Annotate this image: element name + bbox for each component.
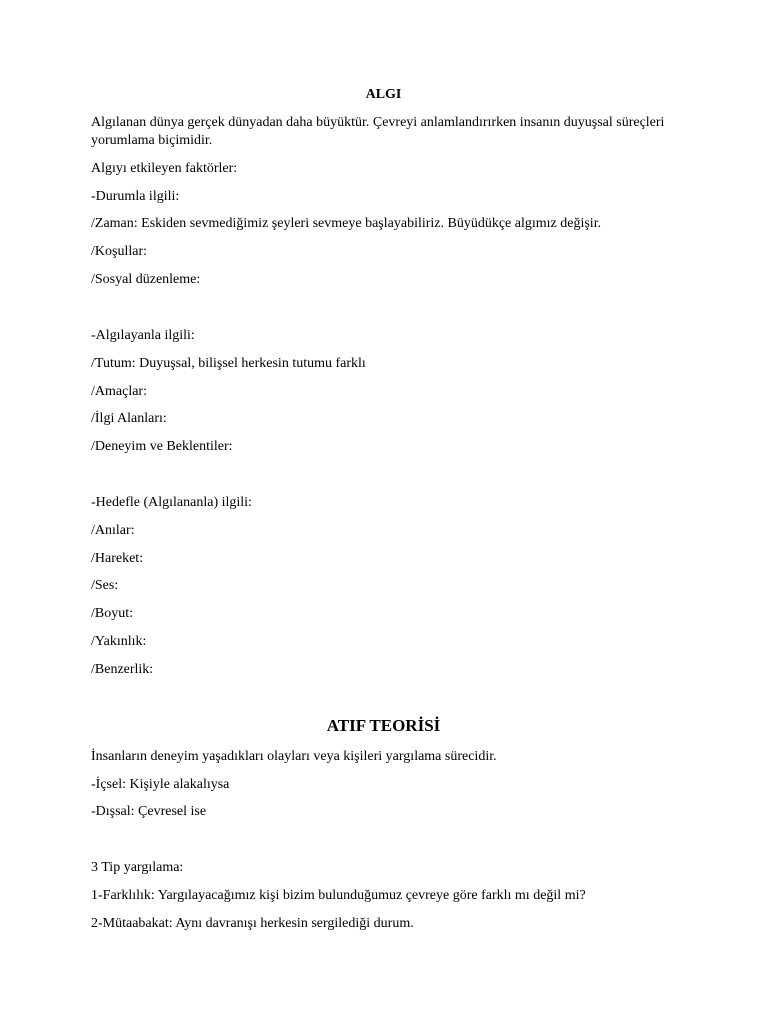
perceiver-label: -Algılayanla ilgili: — [91, 328, 195, 343]
situational-label: -Durumla ilgili: — [91, 189, 180, 204]
factors-label: Algıyı etkileyen faktörler: — [91, 161, 238, 176]
section-title-atif: ATIF TEORİSİ — [326, 716, 441, 735]
perceiver-item-goals: /Amaçlar: — [91, 384, 147, 399]
target-item-size: /Boyut: — [91, 606, 134, 621]
target-item-similarity: /Benzerlik: — [91, 662, 154, 677]
judgement-item-consensus: 2-Mütaabakat: Aynı davranışı herkesin sergilediği durum. — [91, 916, 414, 931]
situational-item-time: /Zaman: Eskiden sevmediğimiz şeyleri sevmeye başlayabiliriz. Büyüdükçe algımız değişir. — [91, 216, 602, 231]
target-item-proximity: /Yakınlık: — [91, 634, 147, 649]
section-title-algi: ALGI — [365, 87, 402, 102]
situational-item-conditions: /Koşullar: — [91, 244, 147, 259]
target-item-motion: /Hareket: — [91, 551, 144, 566]
target-item-memories: /Anılar: — [91, 523, 135, 538]
target-label: -Hedefle (Algılananla) ilgili: — [91, 495, 252, 510]
target-item-sound: /Ses: — [91, 578, 119, 593]
judgement-label: 3 Tip yargılama: — [91, 860, 184, 875]
atif-intro: İnsanların deneyim yaşadıkları olayları veya kişileri yargılama sürecidir. — [91, 749, 497, 764]
situational-item-social: /Sosyal düzenleme: — [91, 272, 201, 287]
perceiver-item-experience: /Deneyim ve Beklentiler: — [91, 439, 233, 454]
atif-type-internal: -İçsel: Kişiyle alakalıysa — [91, 777, 230, 792]
perceiver-item-attitude: /Tutum: Duyuşsal, bilişsel herkesin tutumu farklı — [91, 356, 366, 371]
judgement-item-distinctiveness: 1-Farklılık: Yargılayacağımız kişi bizim bulunduğumuz çevreye göre farklı mı değil mi? — [91, 888, 586, 903]
atif-type-external: -Dışsal: Çevresel ise — [91, 804, 207, 819]
algi-intro-paragraph: Algılanan dünya gerçek dünyadan daha büyüktür. Çevreyi anlamlandırırken insanın duyuşsal süreçleri yorumlama biçimidir. — [91, 115, 665, 148]
perceiver-item-interests: /İlgi Alanları: — [91, 411, 167, 426]
